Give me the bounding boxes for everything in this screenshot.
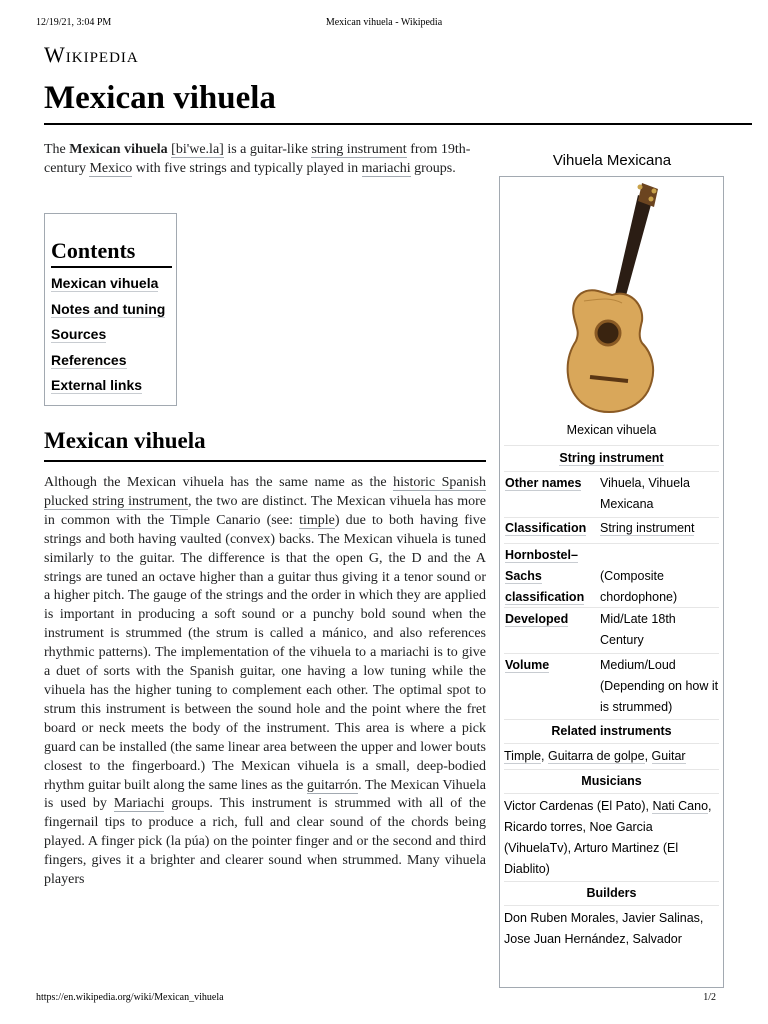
body-text: ) due to both having five strings and both having vaulted (convex) backs. The Mexican vihuela is tuned similarly to the guitar. The difference is that the open G, the D and the A strings are tuned an octave higher than a guitar thus giving it a tenor sound or a higher pitch. The gauge of the strings and the order in which they are applied is important in producing a soft sound or a punchy bold sound when the instrument is strummed (the strum is called a mánico, and also references rhythmic patterns). The implementation of the vihuela to a mariachi is to give a duet of sorts with the Spanish guitar, one having a low tuning while the vihuela has the higher tuning to complement each other. The optimal spot to strum this instrument is between the sound hole and the point where the fret board or neck meets the body of the instrument. This area is where a pick guard can be installed (the same linear area between the upper and lower bouts closest to the fingerboard.) The Mexican vihuela is a small, deep-bodied rhythm guitar built along the same lines as the — [44, 512, 486, 793]
page-title: Mexican vihuela — [44, 80, 276, 116]
infobox-header-builders — [504, 881, 719, 906]
section-body-paragraph — [44, 474, 486, 944]
lead-bold-term: Mexican vihuela — [69, 142, 168, 157]
ipa-link[interactable]: [bi'we.la] — [171, 142, 224, 157]
infobox-value — [600, 518, 720, 539]
related-timple-link[interactable]: Timple — [504, 749, 542, 763]
infobox-row-other-names — [504, 471, 719, 516]
infobox-image-caption: Mexican vihuela — [566, 423, 657, 437]
hornbostel-sachs-link[interactable]: Hornbostel–Sachs classification — [505, 548, 585, 604]
infobox-header-string-instrument[interactable] — [504, 445, 719, 470]
label-text: Classification — [505, 521, 587, 535]
label-text: Other names — [505, 476, 582, 490]
mariachi-link[interactable]: mariachi — [361, 161, 411, 176]
toc-item-external-links[interactable] — [51, 376, 170, 402]
lead-text: with five strings and typically played in — [132, 161, 362, 176]
infobox-header-musicians — [504, 769, 719, 794]
print-footer — [36, 992, 732, 1006]
vihuela-body — [568, 290, 654, 412]
vihuela-neck — [614, 183, 658, 303]
musicians-text: , Ricardo torres, Noe Garcia (VihuelaTv), Arturo Martinez (El Diablito) — [504, 799, 712, 876]
wikipedia-wordmark[interactable] — [44, 42, 139, 68]
lead-text: The — [44, 142, 70, 157]
infobox-header-label: Musicians — [581, 774, 642, 788]
infobox-value: Mid/Late 18th Century — [600, 612, 676, 647]
section-heading: Mexican vihuela — [44, 428, 206, 453]
volume-link[interactable]: Volume — [505, 658, 550, 672]
infobox — [499, 176, 724, 988]
infobox-header-related — [504, 719, 719, 744]
vihuela-image[interactable] — [550, 181, 670, 421]
string-instrument-link[interactable]: string instrument — [311, 142, 407, 157]
toc-item-label: Mexican vihuela — [51, 275, 159, 291]
infobox-label — [505, 655, 597, 676]
infobox-value: Medium/Loud (Depending on how it is strummed) — [600, 658, 719, 714]
toc-item-sources[interactable] — [51, 325, 170, 351]
infobox-label — [505, 545, 597, 608]
infobox-label — [505, 473, 597, 494]
body-text: , the two are distinct. The Mexican vihuela has more in common with the Timple Canario (see: — [44, 493, 486, 528]
mexico-link[interactable]: Mexico — [89, 161, 133, 176]
musicians-text: Victor Cardenas (El Pato), — [504, 799, 653, 813]
related-guitarra-de-golpe-link[interactable]: Guitarra de golpe — [548, 749, 645, 763]
table-of-contents — [44, 213, 177, 406]
toc-item-references[interactable] — [51, 351, 170, 377]
body-text: groups. This instrument is strummed with all of the fingernail tips to produce a rich, full and clear sound of the chords being played. A finger pick (la púa) on the pointer finger and or the second and third fingers, gives it a brighter and clearer sound when strummed. Many vihuela players — [44, 796, 486, 888]
infobox-musicians — [504, 793, 719, 882]
toc-item-label: Notes and tuning — [51, 300, 166, 317]
print-date: 12/19/21, 3:04 PM — [36, 17, 112, 28]
related-guitar-link[interactable]: Guitar — [651, 749, 686, 763]
print-header — [36, 17, 732, 31]
separator: , — [541, 749, 548, 763]
toc-item-label: Sources — [51, 326, 107, 342]
infobox-header-label: Related instruments — [551, 724, 672, 738]
lead-text: from 19th-century — [44, 142, 471, 176]
guitarron-link[interactable]: guitarrón — [306, 777, 359, 793]
infobox-label — [505, 609, 597, 630]
toc-title: Contents — [51, 238, 172, 268]
classification-link[interactable]: String instrument — [600, 521, 695, 535]
separator: , — [644, 749, 652, 763]
toc-item-label: References — [51, 351, 127, 368]
infobox-value: (Composite chordophone) — [600, 569, 678, 604]
infobox-row-classification — [504, 517, 719, 542]
mariachi-groups-link[interactable]: Mariachi — [113, 796, 165, 812]
print-page-number: 1/2 — [703, 992, 716, 1003]
infobox-label — [505, 518, 597, 539]
toc-item-mexican-vihuela[interactable] — [51, 274, 170, 300]
historic-vihuela-link[interactable]: historic Spanish plucked string instrument — [44, 475, 486, 509]
infobox-row-developed — [504, 607, 719, 652]
body-text: . The Mexican Vihuela is used by — [44, 777, 486, 812]
lead-text: groups. — [410, 161, 456, 176]
label-text: Developed — [505, 612, 569, 626]
infobox-header-label: String instrument — [559, 451, 664, 465]
infobox-value: Vihuela, Vihuela Mexicana — [600, 476, 690, 511]
infobox-header-label: Builders — [586, 886, 637, 900]
infobox-related-instruments — [504, 743, 719, 768]
infobox-caption: Vihuela Mexicana — [552, 152, 672, 169]
lead-paragraph — [44, 140, 486, 178]
infobox-builders: Don Ruben Morales, Javier Salinas, Jose Juan Hernández, Salvador — [504, 905, 719, 958]
nati-cano-link[interactable]: Nati Cano — [652, 799, 709, 813]
title-divider — [44, 123, 752, 125]
print-page-title: Mexican vihuela - Wikipedia — [325, 17, 443, 28]
timple-link[interactable]: timple — [299, 512, 335, 528]
body-text: Although the Mexican vihuela has the same name as the — [44, 475, 394, 490]
infobox-row-hornbostel-sachs — [504, 543, 719, 608]
wordmark-text: Wikipedia — [44, 42, 139, 67]
infobox-row-volume — [504, 653, 719, 718]
section-divider — [44, 460, 486, 462]
toc-item-notes-and-tuning[interactable] — [51, 300, 170, 326]
lead-text: is a guitar-like — [223, 142, 312, 157]
toc-item-label: External links — [51, 377, 143, 393]
print-url: https://en.wikipedia.org/wiki/Mexican_vihuela — [36, 992, 224, 1003]
